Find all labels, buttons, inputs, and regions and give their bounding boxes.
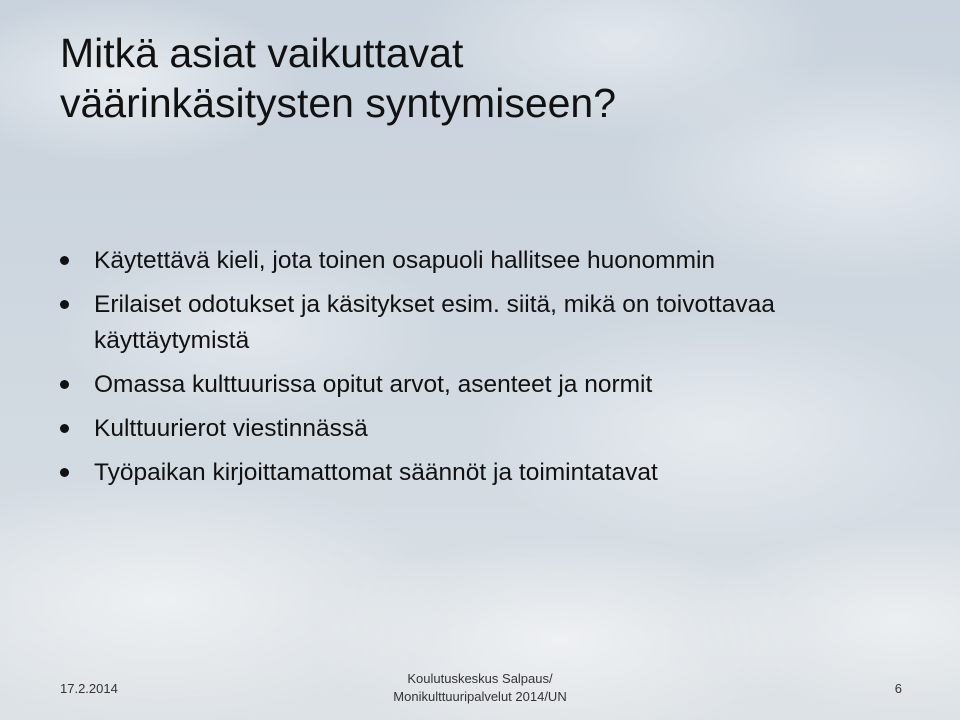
footer-date: 17.2.2014	[60, 681, 118, 696]
footer-organization-line-2: Monikulttuuripalvelut 2014/UN	[393, 689, 567, 704]
bullet-list	[60, 243, 900, 499]
footer-organization	[380, 670, 580, 706]
bullet-item	[60, 287, 900, 359]
bullet-item	[60, 243, 900, 279]
bullet-icon	[60, 380, 69, 389]
bullet-icon	[60, 256, 69, 265]
bullet-icon	[60, 424, 69, 433]
slide-title-line-2: väärinkäsitysten syntymiseen?	[60, 80, 617, 126]
bullet-text: Omassa kulttuurissa opitut arvot, asenteet ja normit	[94, 371, 653, 398]
bullet-text: Erilaiset odotukset ja käsitykset esim. siitä, mikä on toivottavaa käyttäytymistä	[94, 291, 775, 354]
footer-organization-line-1: Koulutuskeskus Salpaus/	[407, 671, 553, 686]
bullet-item	[60, 367, 900, 403]
slide-title-line-1: Mitkä asiat vaikuttavat	[60, 30, 464, 76]
bullet-icon	[60, 300, 69, 309]
bullet-text: Käytettävä kieli, jota toinen osapuoli hallitsee huonommin	[94, 247, 716, 274]
bullet-icon	[60, 468, 69, 477]
bullet-item	[60, 411, 900, 447]
bullet-item	[60, 455, 900, 491]
bullet-text: Kulttuurierot viestinnässä	[94, 415, 368, 442]
bullet-text: Työpaikan kirjoittamattomat säännöt ja toimintatavat	[94, 459, 658, 486]
slide-title	[60, 28, 920, 128]
footer-page-number: 6	[894, 681, 902, 696]
